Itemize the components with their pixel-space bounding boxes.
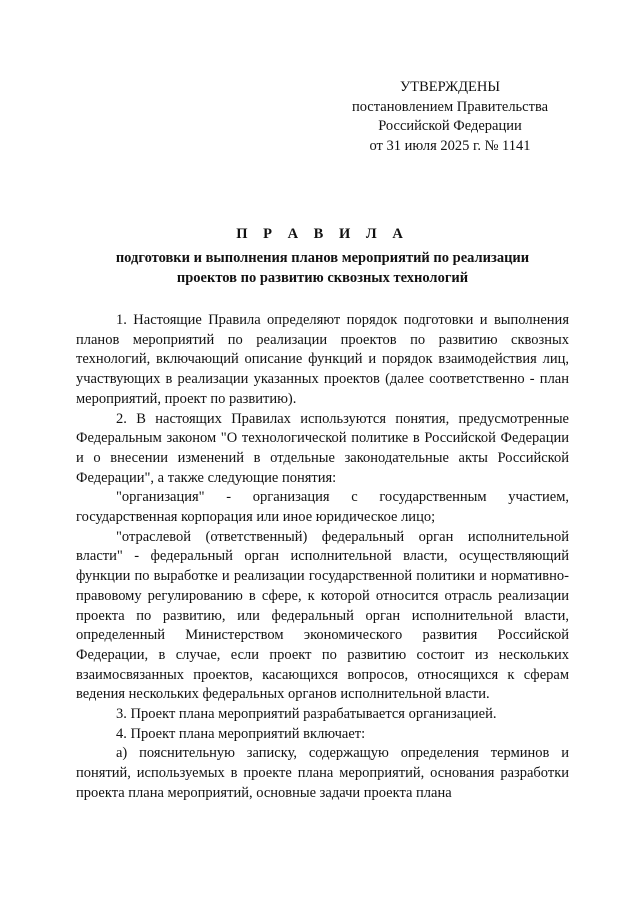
subtitle-line-1: подготовки и выполнения планов мероприятий по реализации [115, 250, 530, 266]
paragraph-4: 4. Проект плана мероприятий включает: [116, 725, 366, 742]
subtitle-line-2: проектов по развитию сквозных технологий [176, 269, 469, 286]
approval-line-1: постановлением Правительства [351, 98, 549, 115]
document-title: П Р А В И Л А [236, 226, 409, 242]
paragraph-3: 3. Проект плана мероприятий разрабатывается организацией. [116, 706, 497, 723]
document-subtitle [76, 249, 569, 288]
paragraph-1: 1. Настоящие Правила определяют порядок подготовки и выполнения планов мероприятий по реализации проектов по развитию сквозных технологий, включающий описание функций и порядок взаимодействия лиц, участвующих в реализации указанных проектов (далее соответственно - план мероприятий, проект по развитию). [76, 312, 569, 407]
approval-line-2: Российской Федерации [378, 118, 522, 134]
paragraph-2: 2. В настоящих Правилах используются понятия, предусмотренные Федеральным законом "О технологической политике в Российской Федерации и о внесении изменений в отдельные законодательные акты Российской Федерации", а также следующие понятия: [76, 410, 569, 486]
paragraph-definition-authority: "отраслевой (ответственный) федеральный орган исполнительной власти" - федеральный орган исполнительной власти, осуществляющий функции по выработке и реализации государственной политики и нормативно-правовому регулированию в сфере, к которой относится отрасль реализации проекта по развитию, или федеральный орган исполнительной власти, определенный Министерством экономического развития Российской Федерации, в случае, если проект по развитию состоит из нескольких взаимосвязанных проектов, касающихся вопросов, относящихся к сферам ведения нескольких федеральных органов исполнительной власти. [76, 528, 569, 703]
approval-line-3: от 31 июля 2025 г. № 1141 [369, 137, 531, 154]
approval-stamp [330, 78, 570, 156]
document-body [76, 311, 569, 804]
paragraph-4a: а) пояснительную записку, содержащую определения терминов и понятий, используемых в проекте плана мероприятий, основания разработки проекта плана мероприятий, основные задачи проекта плана [76, 745, 569, 801]
approval-heading: УТВЕРЖДЕНЫ [399, 79, 501, 95]
paragraph-definition-organization: "организация" - организация с государственным участием, государственная корпорация или иное юридическое лицо; [76, 489, 569, 526]
